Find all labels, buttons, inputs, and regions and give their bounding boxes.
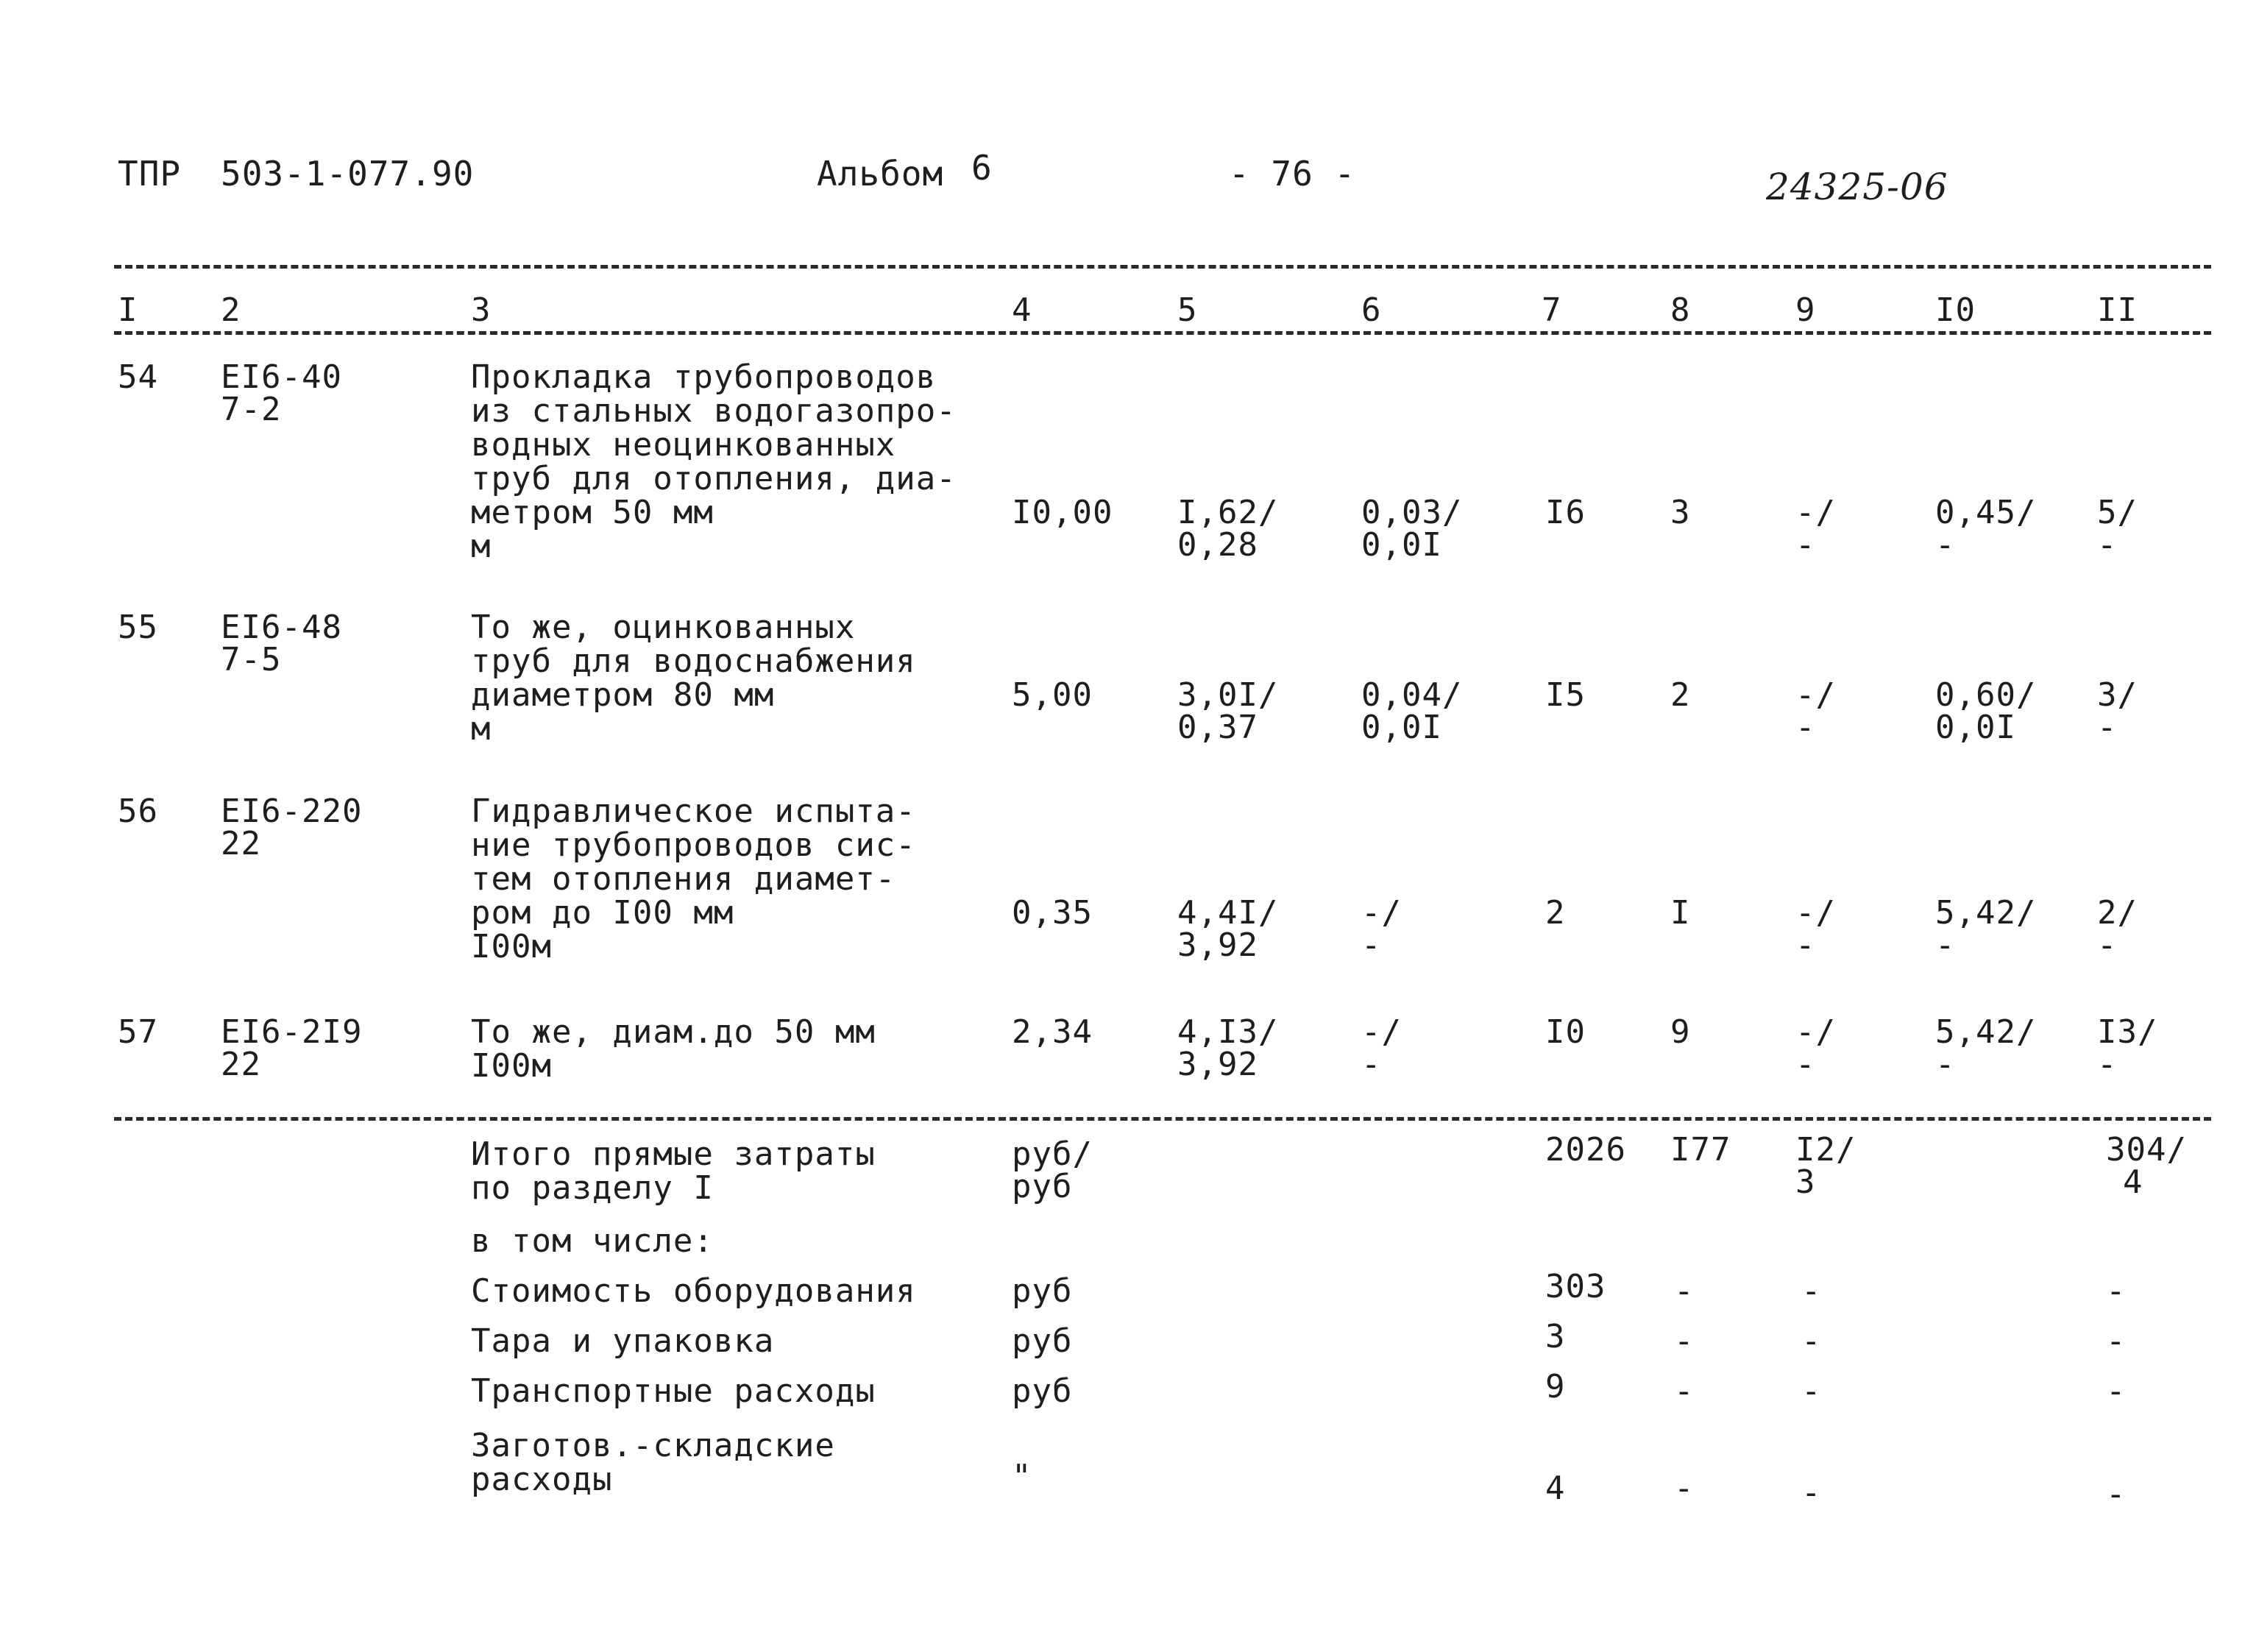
quantity: 2,34 (1012, 1013, 1093, 1051)
unit-cost-wages: 3,92 (1177, 926, 1258, 964)
totals-item-labor: - (2106, 1372, 2127, 1410)
machine-cost: -/ (1361, 894, 1402, 932)
work-description: Прокладка трубопроводов (471, 358, 937, 396)
machine-total-wages: - (1795, 709, 1816, 746)
totals-labor-machine: 4 (2123, 1163, 2143, 1201)
header-page-number: - 76 - (1229, 154, 1356, 194)
quantity: 0,35 (1012, 894, 1093, 932)
work-description: водных неоцинкованных (471, 426, 896, 464)
machine-total: -/ (1795, 1013, 1836, 1051)
machine-cost-wages: - (1361, 1046, 1382, 1083)
totals-machine-wages: 3 (1795, 1163, 1816, 1201)
totals-item-wages: - (1674, 1470, 1695, 1507)
wages-total: 3 (1670, 494, 1691, 531)
wages-total: I (1670, 894, 1691, 932)
labor-per-unit: 0,45/ (1935, 494, 2037, 531)
machine-cost-wages: 0,0I (1361, 526, 1442, 564)
work-description: То же, диам.до 50 мм (471, 1013, 876, 1051)
column-number: 4 (1012, 291, 1032, 329)
totals-labor: 304/ (2106, 1131, 2187, 1169)
labor-per-unit: 5,42/ (1935, 1013, 2037, 1051)
totals-item-cost: 3 (1545, 1318, 1566, 1355)
rate-code: EI6-48 (221, 609, 342, 646)
totals-item-machine: - (1801, 1272, 1822, 1310)
rate-code: 7-5 (221, 641, 282, 678)
machine-total-wages: - (1795, 1046, 1816, 1083)
totals-item-wages: - (1674, 1272, 1695, 1310)
machine-cost: 0,04/ (1361, 676, 1463, 714)
unit-cost: 4,4I/ (1177, 894, 1279, 932)
work-description: То же, оцинкованных (471, 609, 856, 646)
totals-item-labor: - (2106, 1322, 2127, 1360)
column-header-rule (114, 331, 2211, 335)
column-number: 7 (1542, 291, 1562, 329)
rate-code: 22 (221, 1046, 261, 1083)
column-number: 2 (221, 291, 241, 329)
row-number: 54 (118, 358, 158, 396)
quantity: 5,00 (1012, 676, 1093, 714)
totals-item-unit: " (1012, 1458, 1032, 1495)
total-cost: I6 (1545, 494, 1586, 531)
quantity: I0,00 (1012, 494, 1113, 531)
work-description: ром до I00 мм (471, 894, 734, 932)
labor-per-unit-machine: - (1935, 926, 1956, 964)
totals-item-label: Тара и упаковка (471, 1322, 775, 1360)
unit-cost: I,62/ (1177, 494, 1279, 531)
column-number: I (118, 291, 138, 329)
totals-label: по разделу I (471, 1169, 714, 1207)
labor-total: I3/ (2097, 1013, 2158, 1051)
unit-cost-wages: 3,92 (1177, 1046, 1258, 1083)
rate-code: EI6-220 (221, 793, 363, 830)
machine-cost-wages: - (1361, 926, 1382, 964)
labor-total: 5/ (2097, 494, 2138, 531)
work-unit: I00м (471, 928, 552, 965)
column-number: 3 (471, 291, 492, 329)
labor-total-machine: - (2097, 709, 2118, 746)
labor-total-machine: - (2097, 526, 2118, 564)
totals-item-labor: - (2106, 1475, 2127, 1513)
labor-total-machine: - (2097, 926, 2118, 964)
totals-rule (114, 1117, 2211, 1121)
row-number: 56 (118, 793, 158, 830)
totals-item-unit: руб (1012, 1272, 1073, 1310)
work-unit: I00м (471, 1047, 552, 1085)
column-number: 6 (1361, 291, 1382, 329)
header-code: 503-1-077.90 (221, 154, 475, 194)
total-cost: I0 (1545, 1013, 1586, 1051)
labor-per-unit: 0,60/ (1935, 676, 2037, 714)
column-number: 9 (1795, 291, 1816, 329)
labor-per-unit-machine: 0,0I (1935, 709, 2016, 746)
totals-item-label: расходы (471, 1461, 613, 1498)
labor-total-machine: - (2097, 1046, 2118, 1083)
labor-per-unit-machine: - (1935, 1046, 1956, 1083)
unit-cost-wages: 0,28 (1177, 526, 1258, 564)
machine-total-wages: - (1795, 526, 1816, 564)
unit-cost: 3,0I/ (1177, 676, 1279, 714)
labor-per-unit-machine: - (1935, 526, 1956, 564)
totals-total-cost: 2026 (1545, 1131, 1626, 1169)
machine-total-wages: - (1795, 926, 1816, 964)
totals-unit: руб (1012, 1168, 1073, 1205)
totals-item-cost: 4 (1545, 1470, 1566, 1507)
machine-total: -/ (1795, 676, 1836, 714)
rate-code: EI6-40 (221, 358, 342, 396)
column-number: I0 (1935, 291, 1976, 329)
machine-total: -/ (1795, 494, 1836, 531)
column-number: 5 (1177, 291, 1198, 329)
wages-total: 2 (1670, 676, 1691, 714)
work-description: метром 50 мм (471, 494, 714, 531)
machine-cost: 0,03/ (1361, 494, 1463, 531)
totals-unit: руб/ (1012, 1135, 1093, 1173)
row-number: 57 (118, 1013, 158, 1051)
work-description: из стальных водогазопро- (471, 392, 957, 430)
totals-item-machine: - (1801, 1322, 1822, 1360)
rate-code: EI6-2I9 (221, 1013, 363, 1051)
totals-item-wages: - (1674, 1322, 1695, 1360)
work-description: Гидравлическое испыта- (471, 793, 916, 830)
work-description: ние трубопроводов сис- (471, 826, 916, 864)
totals-item-unit: руб (1012, 1372, 1073, 1410)
labor-total: 3/ (2097, 676, 2138, 714)
totals-item-label: Заготов.-складские (471, 1427, 835, 1464)
total-cost: I5 (1545, 676, 1586, 714)
totals-item-wages: - (1674, 1372, 1695, 1410)
machine-cost: -/ (1361, 1013, 1402, 1051)
work-description: диаметром 80 мм (471, 676, 775, 714)
header-album-number: 6 (971, 148, 993, 188)
totals-item-label: Транспортные расходы (471, 1372, 876, 1410)
including-label: в том числе: (471, 1222, 714, 1260)
totals-item-machine: - (1801, 1372, 1822, 1410)
work-description: тем отопления диамет- (471, 860, 896, 898)
labor-total: 2/ (2097, 894, 2138, 932)
totals-wages: I77 (1670, 1131, 1731, 1169)
totals-machine: I2/ (1795, 1131, 1857, 1169)
machine-total: -/ (1795, 894, 1836, 932)
labor-per-unit: 5,42/ (1935, 894, 2037, 932)
column-number: II (2097, 291, 2138, 329)
totals-item-label: Стоимость оборудования (471, 1272, 916, 1310)
totals-item-cost: 9 (1545, 1368, 1566, 1405)
work-unit: м (471, 528, 492, 565)
machine-cost-wages: 0,0I (1361, 709, 1442, 746)
work-unit: м (471, 710, 492, 748)
column-number: 8 (1670, 291, 1691, 329)
work-description: труб для водоснабжения (471, 642, 916, 680)
header-doc-number: 24325-06 (1766, 166, 1948, 208)
header-code-label: ТПР (118, 154, 182, 194)
rate-code: 7-2 (221, 391, 282, 428)
wages-total: 9 (1670, 1013, 1691, 1051)
totals-label: Итого прямые затраты (471, 1135, 876, 1173)
totals-item-unit: руб (1012, 1322, 1073, 1360)
totals-item-cost: 303 (1545, 1268, 1606, 1305)
row-number: 55 (118, 609, 158, 646)
work-description: труб для отопления, диа- (471, 460, 957, 497)
header-album-label: Альбом (817, 154, 944, 194)
totals-item-machine: - (1801, 1474, 1822, 1511)
unit-cost: 4,I3/ (1177, 1013, 1279, 1051)
unit-cost-wages: 0,37 (1177, 709, 1258, 746)
totals-item-labor: - (2106, 1272, 2127, 1310)
rate-code: 22 (221, 825, 261, 862)
table-top-rule (114, 265, 2211, 269)
total-cost: 2 (1545, 894, 1566, 932)
